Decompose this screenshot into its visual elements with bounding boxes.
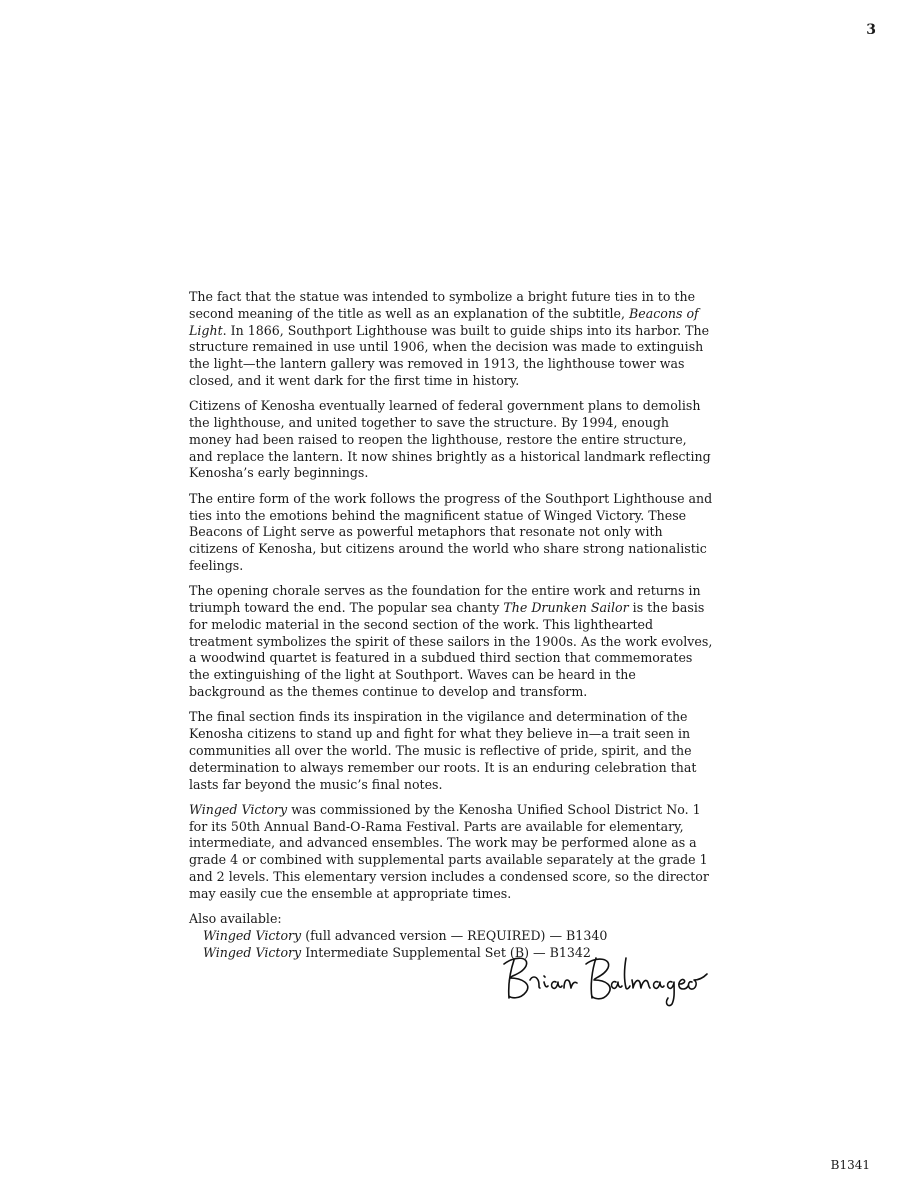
- item-title: Winged Victory: [203, 944, 302, 960]
- italic-title: Winged Victory: [189, 801, 288, 817]
- paragraph: [189, 709, 714, 793]
- text-run: was commissioned by the Kenosha Unified School District No. 1 for its 50th Annual Band-O-Rama Festival. Parts are available for elementary, intermediate, and advanced ensembles. The work may be performed alone as a grade 4 or combined with supplemental parts available separately at the grade 1 and 2 levels. This elementary version includes a condensed score, so the director may easily cue the ensemble at appropriate times.: [189, 801, 709, 901]
- text-run: The entire form of the work follows the progress of the Southport Lighthouse and ties into the emotions behind the magnificent statue of Winged Victory. These Beacons of Light serve as powerful metaphors that resonate not only with citizens of Kenosha, but citizens around the world who share strong nationalistic feelings.: [189, 490, 713, 573]
- composer-signature: [500, 950, 710, 1010]
- italic-title: The Drunken Sailor: [503, 600, 629, 616]
- catalog-number: B1341: [830, 1158, 870, 1172]
- italic-title: Beacons of Light: [189, 305, 699, 338]
- item-details: (full advanced version — REQUIRED) — B1340: [301, 927, 608, 943]
- page-number: 3: [866, 22, 876, 38]
- paragraph: [189, 398, 714, 482]
- item-details: Intermediate Supplemental Set (B) — B1342: [301, 944, 591, 960]
- paragraph: [189, 491, 714, 575]
- text-run: The opening chorale serves as the foundation for the entire work and returns in triumph toward the end. The popular sea chanty: [189, 583, 701, 616]
- paragraph: [189, 583, 714, 701]
- text-run: The final section finds its inspiration in the vigilance and determination of the Kenosha citizens to stand up and fight for what they believe in—a trait seen in communities all over the world. The music is reflective of pride, spirit, and the determination to always remember our roots. It is an enduring celebration that lasts far beyond the music’s final notes.: [189, 709, 697, 792]
- text-run: Citizens of Kenosha eventually learned of federal government plans to demolish the lighthouse, and united together to save the structure. By 1994, enough money had been raised to reopen the lighthouse, restore the entire structure, and replace the lantern. It now shines brightly as a historical landmark reflecting Kenosha’s early beginnings.: [189, 398, 711, 481]
- also-available-item: [189, 928, 714, 945]
- paragraph-list: [189, 289, 714, 903]
- program-notes: [189, 289, 714, 961]
- text-run: The fact that the statue was intended to symbolize a bright future ties in to the second meaning of the title as well as an explanation of the subtitle,: [189, 289, 696, 321]
- text-run: . In 1866, Southport Lighthouse was built to guide ships into its harbor. The structure remained in use until 1906, when the decision was made to extinguish the light—the lantern gallery was removed in 1913, the lighthouse tower was closed, and it went dark for the first time in history.: [189, 322, 710, 388]
- paragraph: [189, 289, 714, 390]
- item-title: Winged Victory: [203, 927, 302, 943]
- also-available-heading: Also available:: [189, 911, 282, 927]
- paragraph: [189, 802, 714, 903]
- text-run: is the basis for melodic material in the second section of the work. This lighthearted treatment symbolizes the spirit of these sailors in the 1900s. As the work evolves, a woodwind quartet is featured in a subdued third section that commemorates the extinguishing of the light at Southport. Waves can be heard in the background as the themes continue to develop and transform.: [189, 600, 713, 700]
